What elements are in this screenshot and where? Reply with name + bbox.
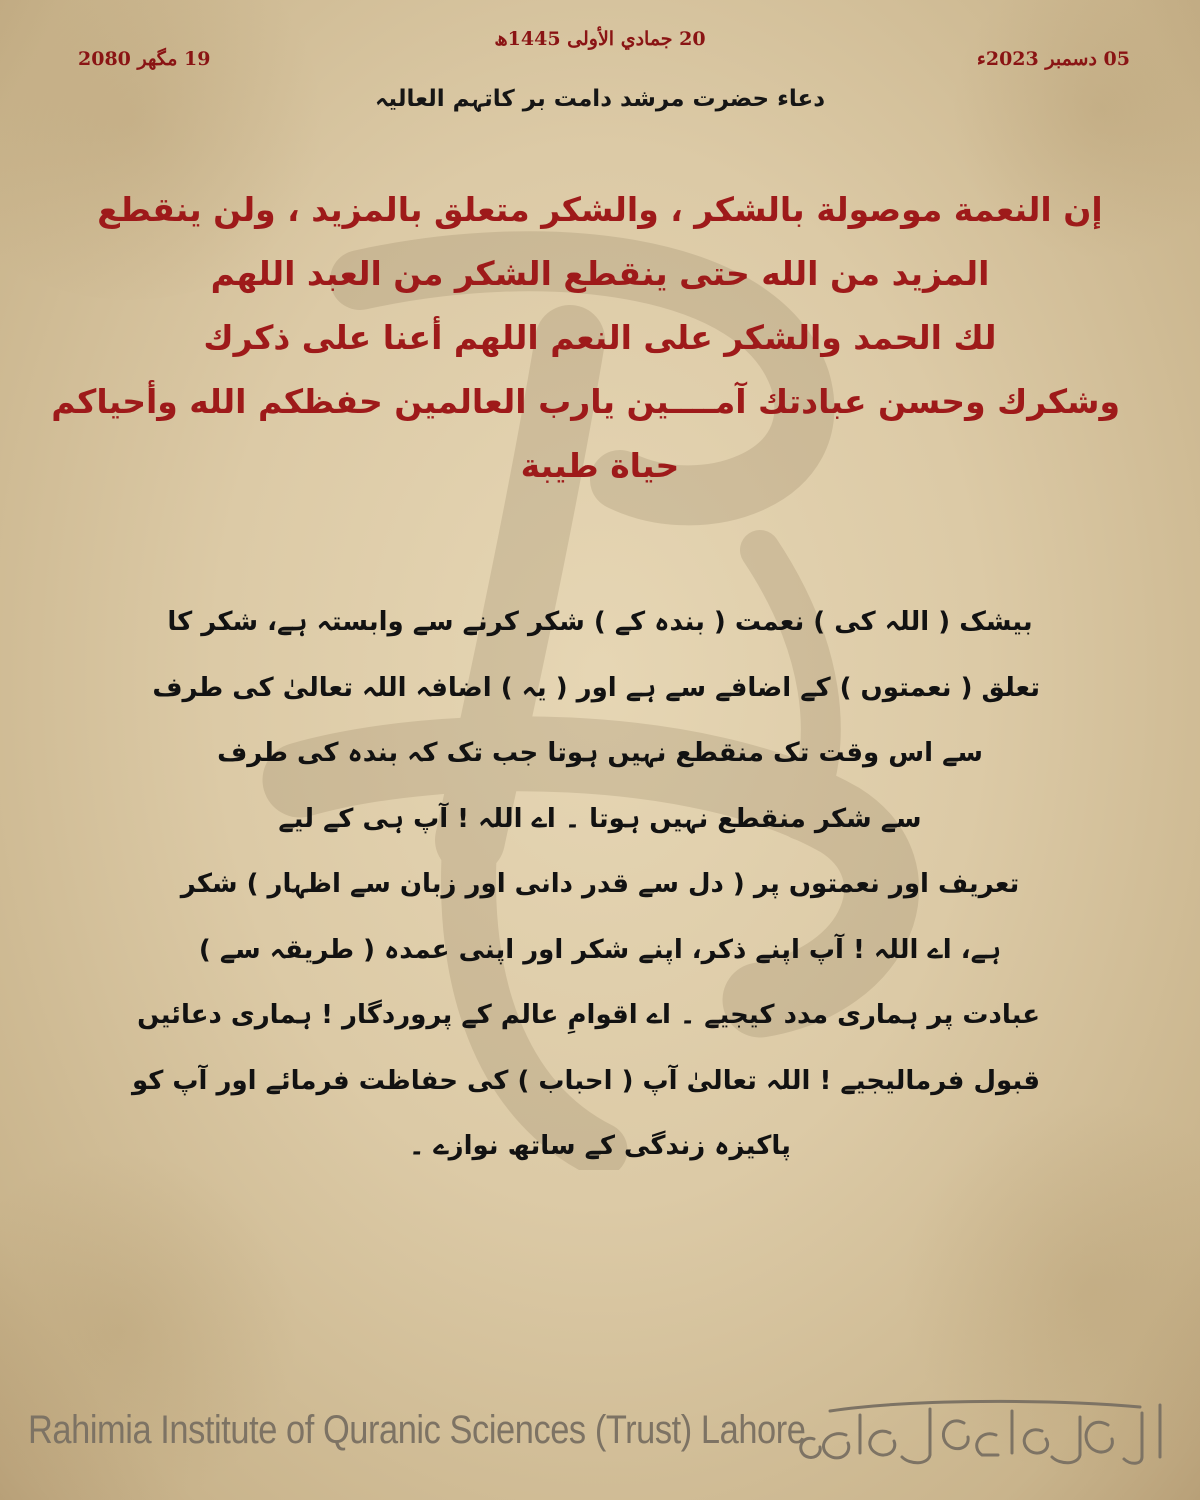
urdu-line: پاکیزہ زندگی کے ساتھ نوازے ۔ — [409, 1131, 791, 1161]
gregorian-date: 05 دسمبر 2023ء — [976, 48, 1130, 70]
urdu-translation — [131, 590, 1040, 1180]
urdu-line: سے شکر منقطع نہیں ہوتا ۔ اے اللہ ! آپ ہی کے لیے — [278, 803, 922, 834]
arabic-line: إن النعمة موصولة بالشكر ، والشكر متعلق بالمزيد ، ولن ينقطع — [97, 190, 1103, 229]
urdu-line: عبادت پر ہماری مدد کیجیے ۔ اے اقوامِ عالم کے پروردگار ! ہماری دعائیں — [137, 1000, 1040, 1030]
urdu-line: تعلق ( نعمتوں ) کے اضافے سے ہے اور ( یہ ) اضافہ اللہ تعالیٰ کی طرف — [152, 672, 1040, 703]
bikrami-date: 19 مگھر 2080 — [78, 48, 211, 70]
page-title: دعاء حضرت مرشد دامت بر کاتہم العالیہ — [374, 86, 826, 112]
urdu-line: ہے، اے اللہ ! آپ اپنے ذکر، اپنے شکر اور اپنی عمدہ ( طریقہ سے ) — [198, 934, 1002, 965]
arabic-line: حياة طيبة — [520, 446, 680, 485]
urdu-line: تعریف اور نعمتوں پر ( دل سے قدر دانی اور زبان سے اظہار ) شکر — [180, 869, 1020, 899]
institute-name-english: Rahimia Institute of Quranic Sciences (Trust) Lahore — [28, 1408, 806, 1452]
arabic-line: لك الحمد والشكر على النعم اللهم أعنا على ذكرك — [203, 318, 997, 357]
arabic-line: المزيد من الله حتى ينقطع الشكر من العبد اللهم — [210, 254, 990, 293]
institute-calligraphy-logo — [790, 1395, 1175, 1475]
hijri-date: 20 جمادي الأولى 1445ھ — [494, 28, 706, 50]
arabic-supplication — [51, 178, 1120, 498]
arabic-line: وشكرك وحسن عبادتك آمــــين يارب العالمين حفظكم الله وأحياكم — [51, 382, 1120, 421]
urdu-line: سے اس وقت تک منقطع نہیں ہوتا جب تک کہ بندہ کی طرف — [217, 738, 983, 768]
urdu-line: بیشک ( اللہ کی ) نعمت ( بندہ کے ) شکر کرنے سے وابستہ ہے، شکر کا — [167, 607, 1033, 637]
urdu-line: قبول فرمالیجیے ! اللہ تعالیٰ آپ ( احباب ) کی حفاظت فرمائے اور آپ کو — [131, 1065, 1040, 1096]
